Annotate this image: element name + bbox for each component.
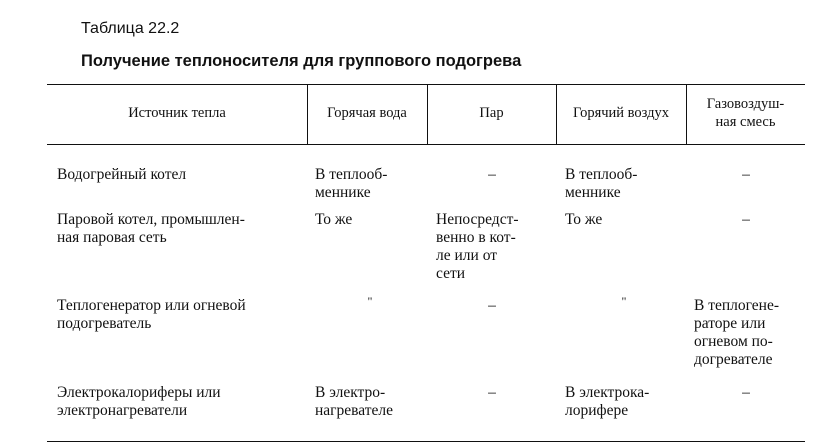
row2-source: Паровой котел, промышлен- ная паровая сеть (57, 211, 245, 246)
header-source: Источник тепла (128, 105, 226, 121)
header-hot-air: Горячий воздух (572, 105, 670, 121)
table-caption: Таблица 22.2 (81, 20, 180, 37)
header-steam: Пар (479, 105, 504, 121)
table-title: Получение теплоносителя для группового подогрева (81, 52, 522, 70)
header-hot-water: Горячая вода (327, 105, 407, 121)
table-top-rule (47, 84, 805, 85)
row1-steam: – (488, 166, 496, 183)
row4-hot-air: В электрока- лорифере (565, 384, 650, 419)
row2-hot-water: То же (315, 211, 353, 228)
row4-source: Электрокалориферы или электронагреватели (57, 384, 221, 419)
row1-gas-air: – (742, 166, 750, 183)
row2-steam: Непосредст- венно в кот- ле или от сети (436, 211, 519, 282)
header-gas-air: Газовоздуш- ная смесь (706, 96, 785, 130)
row2-gas-air: – (742, 211, 750, 228)
row1-source: Водогрейный котел (57, 166, 187, 183)
row1-hot-water: В теплооб- меннике (315, 166, 388, 201)
row3-hot-water: " (367, 294, 373, 308)
row3-gas-air: В теплогене- раторе или огневом по- догревателе (694, 297, 780, 368)
row4-gas-air: – (742, 384, 750, 401)
row3-steam: – (488, 297, 496, 314)
row1-hot-air: В теплооб- меннике (565, 166, 638, 201)
row4-hot-water: В электро- нагревателе (315, 384, 394, 419)
row3-source: Теплогенератор или огневой подогреватель (57, 297, 246, 332)
row4-steam: – (488, 384, 496, 401)
header-bottom-rule (47, 144, 805, 145)
row2-hot-air: То же (565, 211, 603, 228)
table-bottom-rule (47, 441, 805, 442)
row3-hot-air: " (621, 294, 627, 308)
